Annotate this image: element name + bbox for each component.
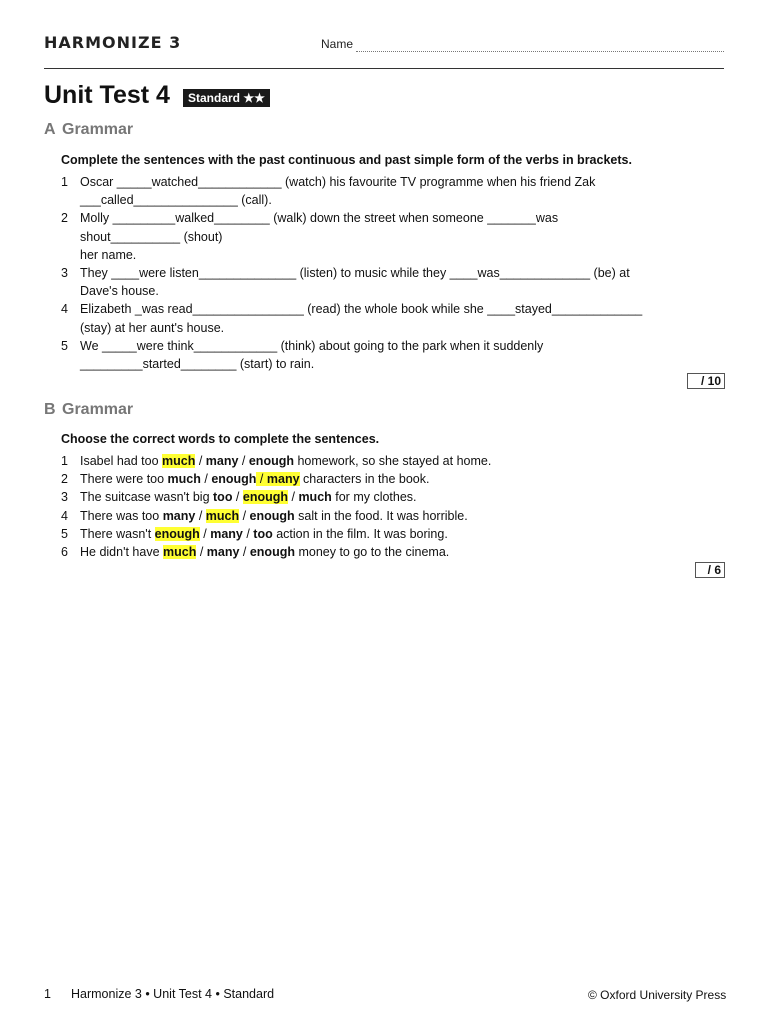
brand-logo: HARMONIZE 3 [44,33,182,52]
level-badge: Standard ★★ [183,89,270,107]
section-a-list [61,173,701,373]
item-post-text: homework, so she stayed at home. [294,454,492,468]
header-divider [44,68,724,69]
option-2[interactable]: enough [242,490,289,505]
option-1[interactable]: much [163,545,197,560]
item-pre-text: Isabel had too [80,454,163,468]
item-post-text: action in the film. It was boring. [272,526,448,541]
item-text: Oscar _____watched____________ (watch) his favourite TV programme when his friend Zak ___called_______________ (call). [80,175,596,208]
item-number: 3 [61,266,68,281]
section-b-heading [44,401,133,419]
item-post-text: money to go to the cinema. [294,545,450,560]
item-pre-text: He didn't have [80,545,163,560]
name-field-line[interactable] [356,51,724,52]
option-separator: / [196,545,207,560]
page-title: Unit Test 4 [44,81,170,109]
item-number: 2 [61,472,68,487]
section-title: Grammar [62,121,134,138]
footer-copyright: © Oxford University Press [588,988,727,1002]
option-separator: / [199,526,211,541]
list-item [61,264,701,300]
option-3[interactable]: enough [248,454,294,468]
option-2[interactable]: many [205,454,239,468]
option-1[interactable]: much [167,472,201,487]
item-post-text: characters in the book. [299,472,430,487]
list-item [61,470,701,488]
item-text: Elizabeth _was read________________ (read) the whole book while she ____stayed_____________ (stay) at her aunt's house. [80,302,643,335]
item-number: 2 [61,211,68,226]
item-pre-text: The suitcase wasn't big [80,490,214,505]
item-text: They ____were listen______________ (listen) to music while they ____was_____________ (be) at Dave's house. [80,266,630,299]
option-separator: / [242,526,254,541]
list-item [61,337,701,373]
item-number: 5 [61,338,68,353]
list-item [61,543,701,561]
item-number: 6 [61,545,68,560]
list-item [61,300,701,336]
item-pre-text: There wasn't [80,526,155,541]
item-post-text: for my clothes. [331,490,417,505]
item-number: 3 [61,490,68,505]
item-pre-text: There were too [80,472,168,487]
section-letter: A [44,121,56,138]
footer-page-number: 1 [44,987,51,1001]
option-3[interactable]: enough [249,545,295,560]
option-3[interactable]: many [266,472,300,487]
option-3[interactable]: too [253,526,273,541]
option-2[interactable]: many [206,545,240,560]
list-item [61,209,701,264]
section-a-score-box: / 10 [687,373,725,389]
option-separator: / [239,545,250,560]
option-2[interactable]: many [210,526,243,541]
section-a-instruction: Complete the sentences with the past continuous and past simple form of the verbs in brackets. [61,153,632,167]
option-separator: / [238,454,249,468]
item-number: 5 [61,526,68,541]
option-separator: / [200,472,212,487]
list-item [61,452,701,470]
item-text: Molly _________walked________ (walk) down the street when someone _______was shout__________ (shout) her name. [80,211,559,262]
option-separator: / [232,490,243,505]
item-number: 1 [61,175,68,189]
option-separator: / [239,508,250,523]
list-item [61,507,701,525]
item-pre-text: There was too [80,508,163,523]
item-number: 4 [61,508,68,523]
option-2[interactable]: much [205,508,240,523]
section-b-list [61,452,701,561]
list-item [61,525,701,543]
option-1[interactable]: too [213,490,233,505]
list-item [61,488,701,506]
option-separator: / [195,508,206,523]
section-title: Grammar [62,401,134,418]
option-1[interactable]: many [162,508,196,523]
section-b-score-box: / 6 [695,562,725,578]
option-3[interactable]: enough [249,508,295,523]
option-separator: / [195,454,206,468]
option-separator: / [256,472,267,487]
item-number: 4 [61,302,68,317]
section-b-instruction: Choose the correct words to complete the sentences. [61,432,380,446]
option-separator: / [288,490,299,505]
option-3[interactable]: much [298,490,332,505]
item-post-text: salt in the food. It was horrible. [294,508,468,523]
section-a-heading [44,121,133,139]
option-1[interactable]: enough [154,526,200,541]
option-2[interactable]: enough [211,472,257,487]
list-item [61,173,701,209]
name-label: Name [321,37,354,51]
option-1[interactable]: much [162,454,196,468]
item-text: We _____were think____________ (think) about going to the park when it suddenly _________started________ (start) to rain. [80,338,544,372]
footer-title: Harmonize 3 • Unit Test 4 • Standard [71,987,275,1001]
section-letter: B [44,401,56,418]
item-number: 1 [61,454,68,468]
